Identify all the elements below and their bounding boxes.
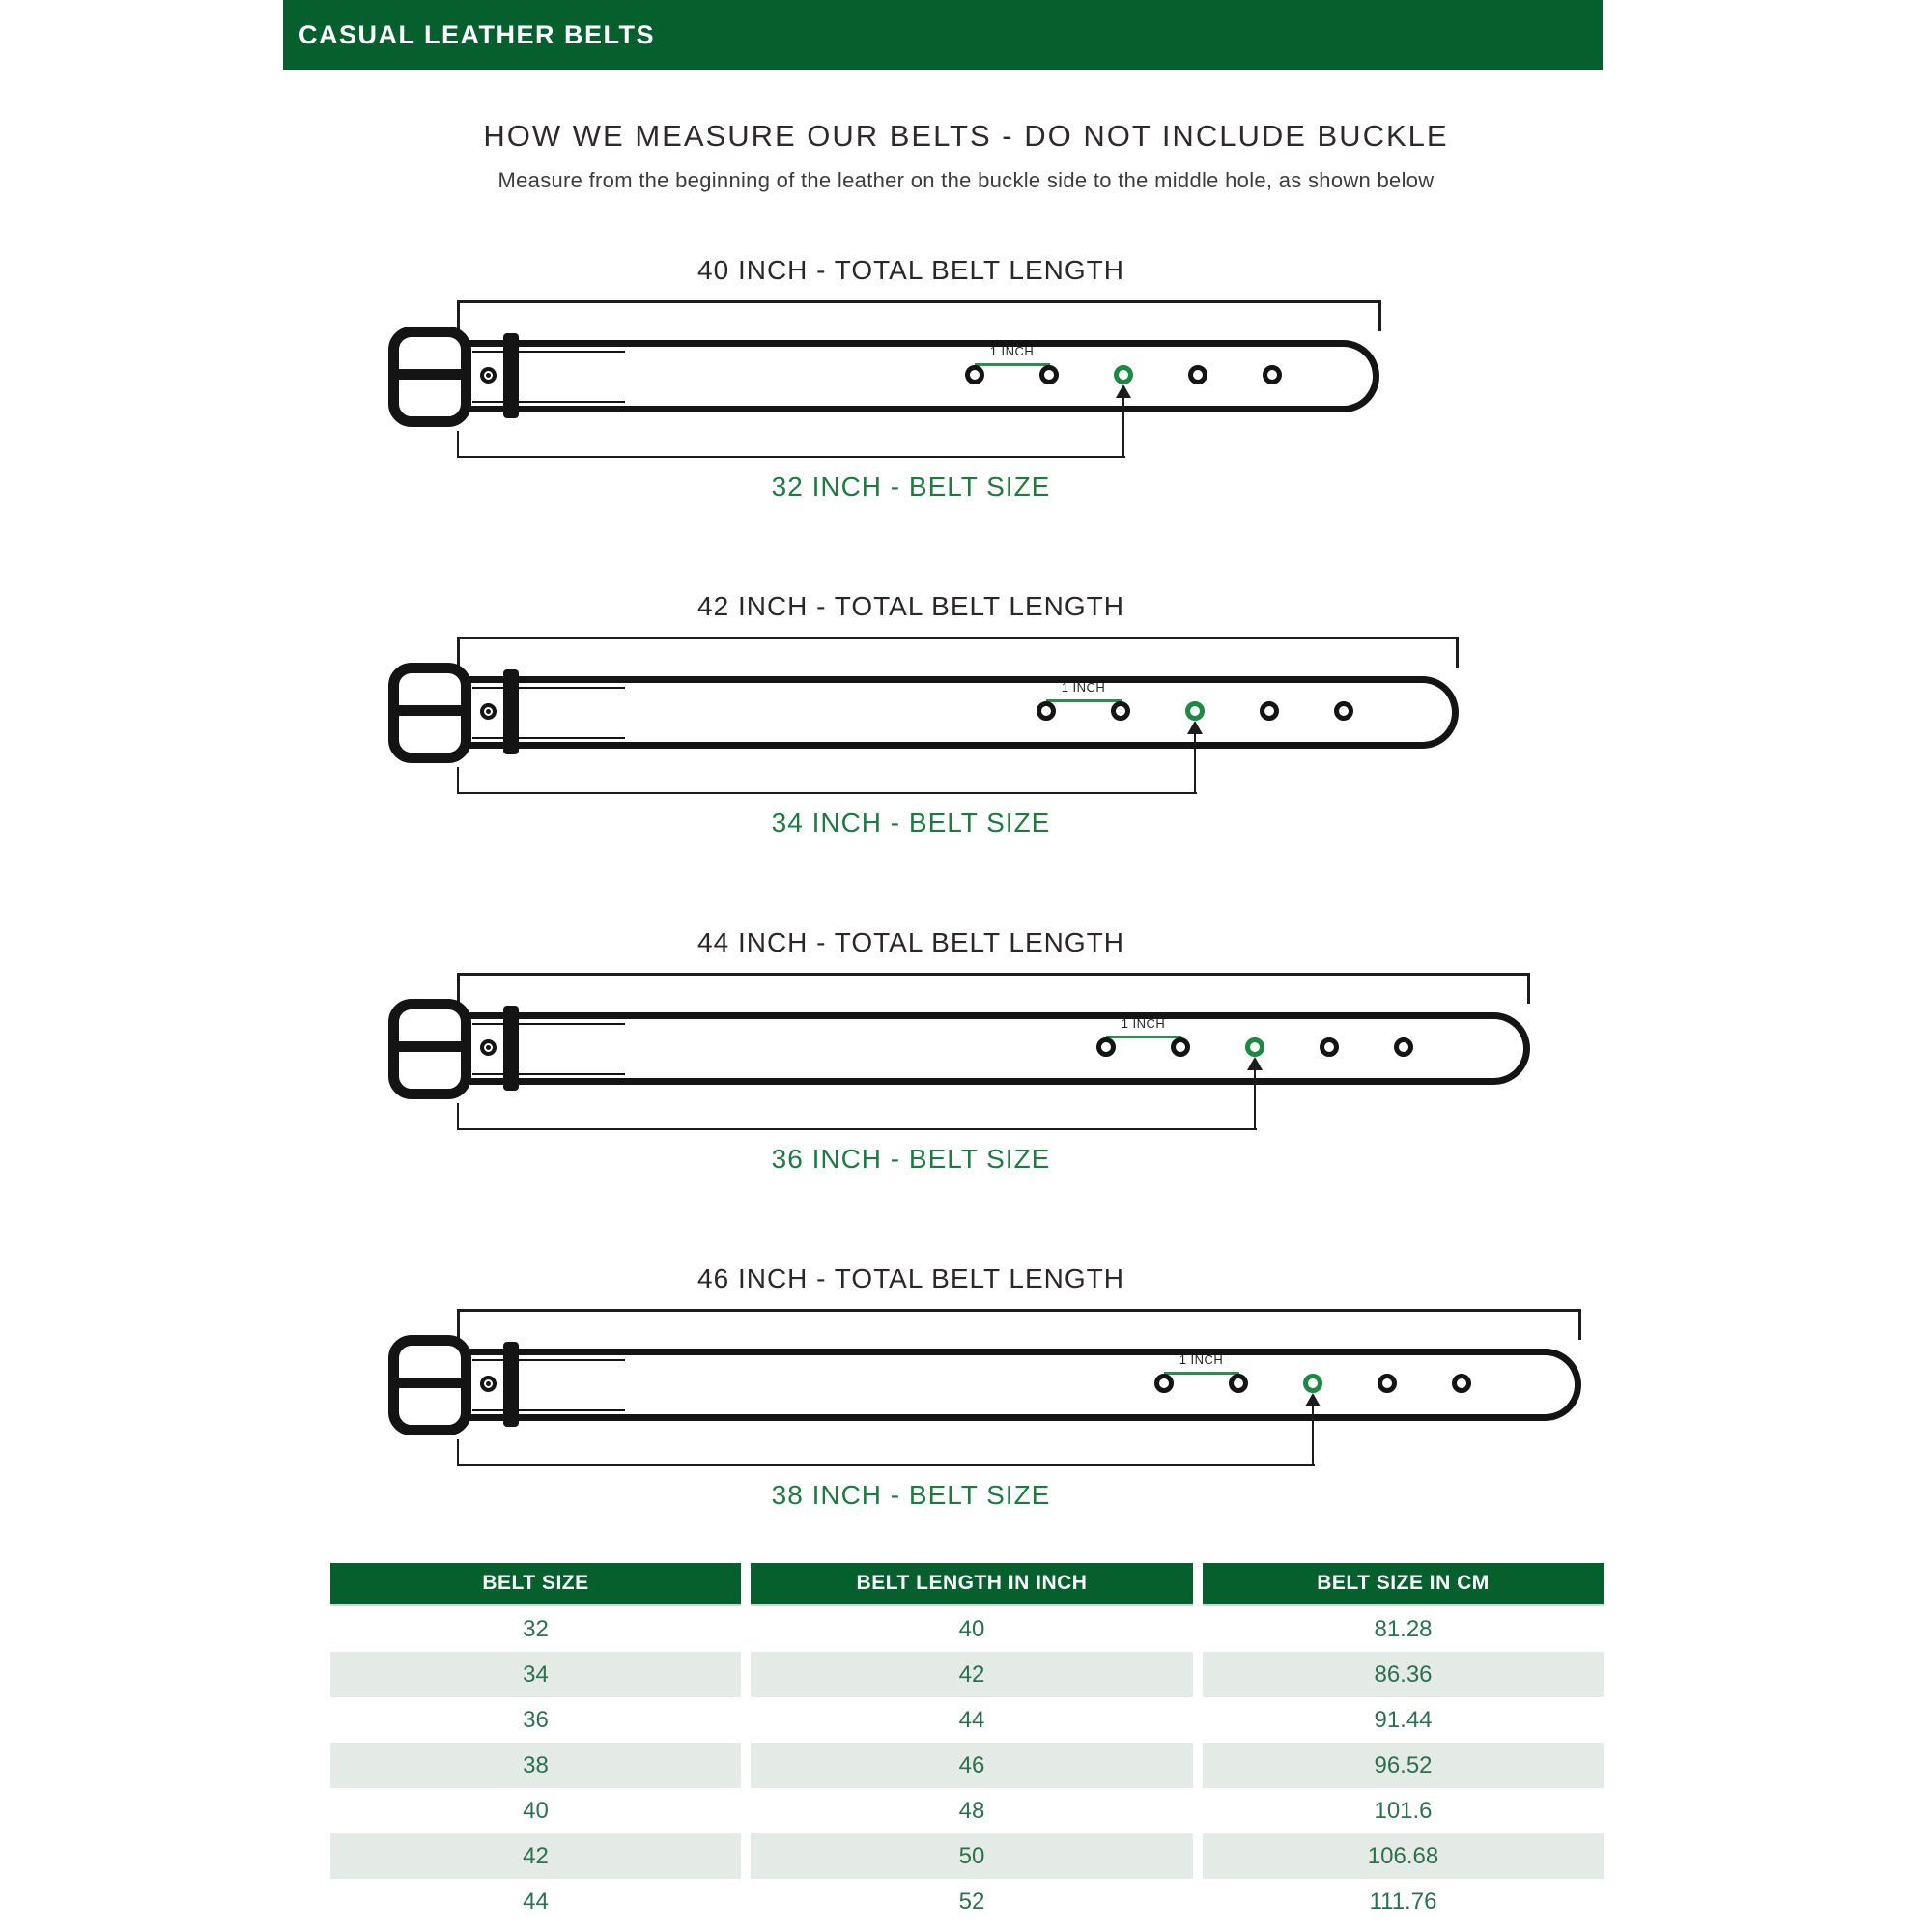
rivet (480, 367, 497, 384)
page-subtitle: Measure from the beginning of the leather on the buckle side to the middle hole, as shown below (497, 168, 1435, 192)
belt-keeper (503, 1006, 519, 1091)
one-inch-label: 1 INCH (1121, 1016, 1166, 1031)
middle-hole-highlight (1303, 1374, 1322, 1393)
belt-hole-5 (1394, 1037, 1413, 1057)
belt-diagram-46-inch (0, 1260, 1932, 1596)
total-length-label: 46 INCH - TOTAL BELT LENGTH (697, 1264, 1124, 1293)
table-cell: 48 (958, 1797, 985, 1824)
belt-hole-4 (1188, 365, 1208, 384)
belt-hole-4 (1378, 1374, 1397, 1393)
table-cell: 42 (330, 1833, 741, 1879)
belt-hole-5 (1334, 701, 1353, 721)
fold-seam-bottom (472, 1409, 625, 1411)
table-cell: 91.44 (1374, 1706, 1433, 1733)
one-inch-label: 1 INCH (1179, 1352, 1224, 1367)
pointer-shaft (1122, 397, 1124, 458)
arrow-up-icon (1187, 721, 1203, 734)
middle-hole-highlight (1185, 701, 1205, 721)
fold-seam-top (472, 687, 625, 689)
arrow-up-icon (1305, 1393, 1321, 1406)
rivet (480, 703, 497, 720)
belt-hole-1 (1154, 1374, 1174, 1393)
pointer-shaft (1254, 1069, 1256, 1130)
arrow-up-icon (1247, 1057, 1263, 1070)
table-cell: 81.28 (1374, 1615, 1433, 1642)
middle-hole-highlight (1114, 365, 1133, 384)
one-inch-underline (1046, 699, 1122, 702)
belt-hole-1 (965, 365, 984, 384)
belt-keeper (503, 669, 519, 754)
buckle-prong (394, 369, 466, 380)
belt-size-label: 36 INCH - BELT SIZE (771, 1144, 1051, 1174)
measure-bracket (457, 637, 1459, 668)
size-conversion-table (330, 1563, 1604, 1924)
measure-bracket (457, 973, 1530, 1004)
belt-hole-2 (1229, 1374, 1248, 1393)
belt-size-label: 38 INCH - BELT SIZE (771, 1480, 1051, 1510)
total-length-label: 40 INCH - TOTAL BELT LENGTH (697, 255, 1124, 285)
one-inch-underline (975, 363, 1050, 366)
total-length-label: 42 INCH - TOTAL BELT LENGTH (697, 591, 1124, 621)
arrow-up-icon (1116, 384, 1131, 398)
table-cell: 32 (523, 1615, 549, 1642)
belt-hole-1 (1096, 1037, 1116, 1057)
belt-diagram-42-inch (0, 587, 1932, 923)
belt-hole-4 (1320, 1037, 1339, 1057)
buckle-prong (394, 1378, 466, 1388)
fold-seam-bottom (472, 401, 625, 403)
table-cell: 42 (751, 1652, 1193, 1697)
fold-seam-bottom (472, 1073, 625, 1075)
belt-hole-4 (1260, 701, 1279, 721)
table-cell: 106.68 (1203, 1833, 1604, 1879)
size-pointer-line (457, 1439, 1315, 1466)
table-cell: 36 (523, 1706, 549, 1733)
belt-strap (462, 1349, 1581, 1421)
column-header-belt-size: BELT SIZE (330, 1563, 741, 1606)
table-cell: 101.6 (1374, 1797, 1433, 1824)
one-inch-underline (1164, 1372, 1239, 1375)
table-cell: 111.76 (1369, 1888, 1437, 1915)
size-pointer-line (457, 767, 1197, 794)
table-cell: 38 (330, 1743, 741, 1788)
table-cell: 52 (958, 1888, 985, 1915)
belt-hole-2 (1111, 701, 1130, 721)
table-cell: 50 (751, 1833, 1193, 1879)
belt-diagram-40-inch (0, 251, 1932, 587)
header-banner (283, 0, 1603, 70)
belt-size-label: 34 INCH - BELT SIZE (771, 808, 1051, 838)
pointer-shaft (1194, 733, 1196, 794)
pointer-shaft (1312, 1406, 1314, 1466)
page-title: HOW WE MEASURE OUR BELTS - DO NOT INCLUDE BUCKLE (483, 119, 1449, 153)
size-pointer-line (457, 1103, 1257, 1130)
rivet (480, 1376, 497, 1392)
table-cell: 46 (751, 1743, 1193, 1788)
belt-diagram-44-inch (0, 923, 1932, 1260)
belt-keeper (503, 333, 519, 418)
table-cell: 40 (958, 1615, 985, 1642)
table-cell: 34 (330, 1652, 741, 1697)
belt-hole-5 (1452, 1374, 1471, 1393)
belt-hole-2 (1171, 1037, 1190, 1057)
one-inch-underline (1106, 1036, 1181, 1038)
banner-title: CASUAL LEATHER BELTS (298, 19, 656, 49)
belt-keeper (503, 1342, 519, 1427)
table-cell: 96.52 (1203, 1743, 1604, 1788)
rivet (480, 1039, 497, 1056)
one-inch-label: 1 INCH (989, 344, 1035, 358)
belt-size-label: 32 INCH - BELT SIZE (771, 471, 1051, 501)
belt-hole-1 (1037, 701, 1056, 721)
fold-seam-top (472, 1023, 625, 1025)
measure-bracket (457, 1309, 1581, 1340)
table-cell: 86.36 (1203, 1652, 1604, 1697)
buckle-prong (394, 705, 466, 716)
buckle-prong (394, 1041, 466, 1052)
size-pointer-line (457, 431, 1125, 458)
measure-bracket (457, 300, 1381, 331)
fold-seam-bottom (472, 737, 625, 739)
belt-hole-5 (1263, 365, 1282, 384)
belt-hole-2 (1039, 365, 1059, 384)
column-header-belt-length-inch: BELT LENGTH IN INCH (751, 1563, 1193, 1606)
middle-hole-highlight (1245, 1037, 1264, 1057)
column-header-belt-size-cm: BELT SIZE IN CM (1203, 1563, 1604, 1606)
total-length-label: 44 INCH - TOTAL BELT LENGTH (697, 927, 1124, 957)
table-cell: 44 (523, 1888, 549, 1915)
table-cell: 40 (523, 1797, 549, 1824)
table-cell: 44 (958, 1706, 985, 1733)
one-inch-label: 1 INCH (1061, 680, 1106, 695)
fold-seam-top (472, 1359, 625, 1361)
fold-seam-top (472, 351, 625, 353)
